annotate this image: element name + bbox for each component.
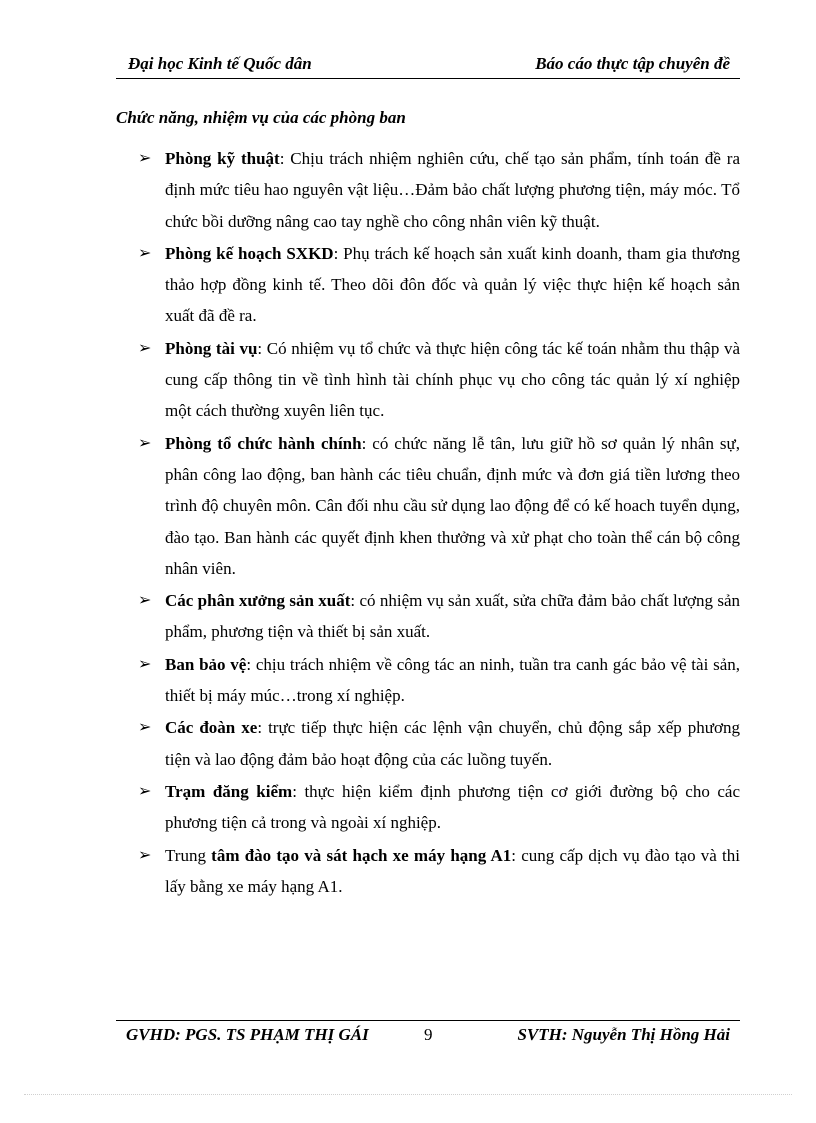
section-title: Chức năng, nhiệm vụ của các phòng ban <box>116 108 406 127</box>
item-text: : chịu trách nhiệm về công tác an ninh, tuần tra canh gác bảo vệ tài sản, thiết bị máy múc…trong xí nghiệp. <box>165 654 740 706</box>
page-header <box>116 52 740 79</box>
arrow-bullet-icon: ➢ <box>138 339 152 357</box>
item-heading: Phòng tài vụ <box>165 338 258 358</box>
item-text: : thực hiện kiểm định phương tiện cơ giới đường bộ cho các phương tiện cả trong và ngoài xí nghiệp. <box>165 781 741 833</box>
item-heading: Các đoàn xe <box>165 718 258 738</box>
footer-supervisor: GVHD: PGS. TS PHẠM THỊ GÁI <box>126 1025 369 1044</box>
item-text: : trực tiếp thực hiện các lệnh vận chuyển, chủ động sắp xếp phương tiện và lao động đảm bảo hoạt động của các luồng tuyến. <box>165 718 740 769</box>
department-list <box>138 143 740 903</box>
list-item <box>138 585 740 648</box>
page-number: 9 <box>424 1025 433 1044</box>
list-item <box>138 143 740 237</box>
list-item <box>138 649 740 712</box>
footer-student: SVTH: Nguyễn Thị Hồng Hải <box>517 1025 730 1044</box>
item-heading: Trạm đăng kiểm <box>165 781 293 801</box>
list-item <box>138 238 740 332</box>
item-text: : Chịu trách nhiệm nghiên cứu, chế tạo sản phẩm, tính toán đề ra định mức tiêu hao nguyên vật liệu…Đảm bảo chất lượng phương tiện, máy móc. Tổ chức bồi dưỡng nâng cao tay nghề cho công nhân viên kỹ thuật. <box>165 149 740 231</box>
item-text: : Có nhiệm vụ tổ chức và thực hiện công tác kế toán nhằm thu thập và cung cấp thông tin về tình hình tài chính phục vụ cho công tác quản lý xí nghiệp một cách thường xuyên liên tục. <box>165 338 741 421</box>
arrow-bullet-icon: ➢ <box>138 592 152 610</box>
page-edge-divider <box>24 1094 792 1095</box>
item-heading: Phòng tổ chức hành chính <box>165 433 362 453</box>
list-item <box>138 840 740 903</box>
arrow-bullet-icon: ➢ <box>138 719 152 737</box>
header-university: Đại học Kinh tế Quốc dân <box>128 54 312 73</box>
header-report-title: Báo cáo thực tập chuyên đề <box>535 54 730 73</box>
item-text: : cung cấp dịch vụ đào tạo và thi lấy bằng xe máy hạng A1. <box>165 845 741 896</box>
arrow-bullet-icon: ➢ <box>138 782 152 800</box>
item-heading: Phòng kế hoạch SXKD <box>165 243 334 263</box>
arrow-bullet-icon: ➢ <box>138 655 152 673</box>
arrow-bullet-icon: ➢ <box>138 434 152 452</box>
arrow-bullet-icon: ➢ <box>138 846 152 864</box>
arrow-bullet-icon: ➢ <box>138 244 152 262</box>
item-text: : Phụ trách kế hoạch sản xuất kinh doanh, tham gia thương thảo hợp đồng kinh tế. Theo dõi đôn đốc và quản lý việc thực hiện kế hoạch sản xuất đã đề ra. <box>165 243 740 326</box>
item-heading: Ban bảo vệ <box>165 654 247 674</box>
page-footer <box>116 1020 740 1051</box>
item-heading: tâm đào tạo và sát hạch xe máy hạng A1 <box>211 845 512 865</box>
item-heading: Các phân xưởng sản xuất <box>165 591 351 611</box>
list-item <box>138 712 740 775</box>
list-item <box>138 776 740 839</box>
item-text: : có chức năng lễ tân, lưu giữ hồ sơ quản lý nhân sự, phân công lao động, ban hành các tiêu chuẩn, định mức và đơn giá tiền lương theo trình độ chuyên môn. Cân đối nhu cầu sử dụng lao động để có kế hoach tuyển dụng, đào tạo. Ban hành các quyết định khen thưởng và xử phạt cho toàn thể cán bộ công nhân viên. <box>165 433 741 578</box>
item-prefix: Trung <box>165 845 212 865</box>
list-item <box>138 428 740 584</box>
item-heading: Phòng kỹ thuật <box>165 149 280 168</box>
arrow-bullet-icon: ➢ <box>138 150 152 167</box>
item-text: : có nhiệm vụ sản xuất, sửa chữa đảm bảo chất lượng sản phẩm, phương tiện và thiết bị sản xuất. <box>165 591 740 642</box>
list-item <box>138 333 740 427</box>
